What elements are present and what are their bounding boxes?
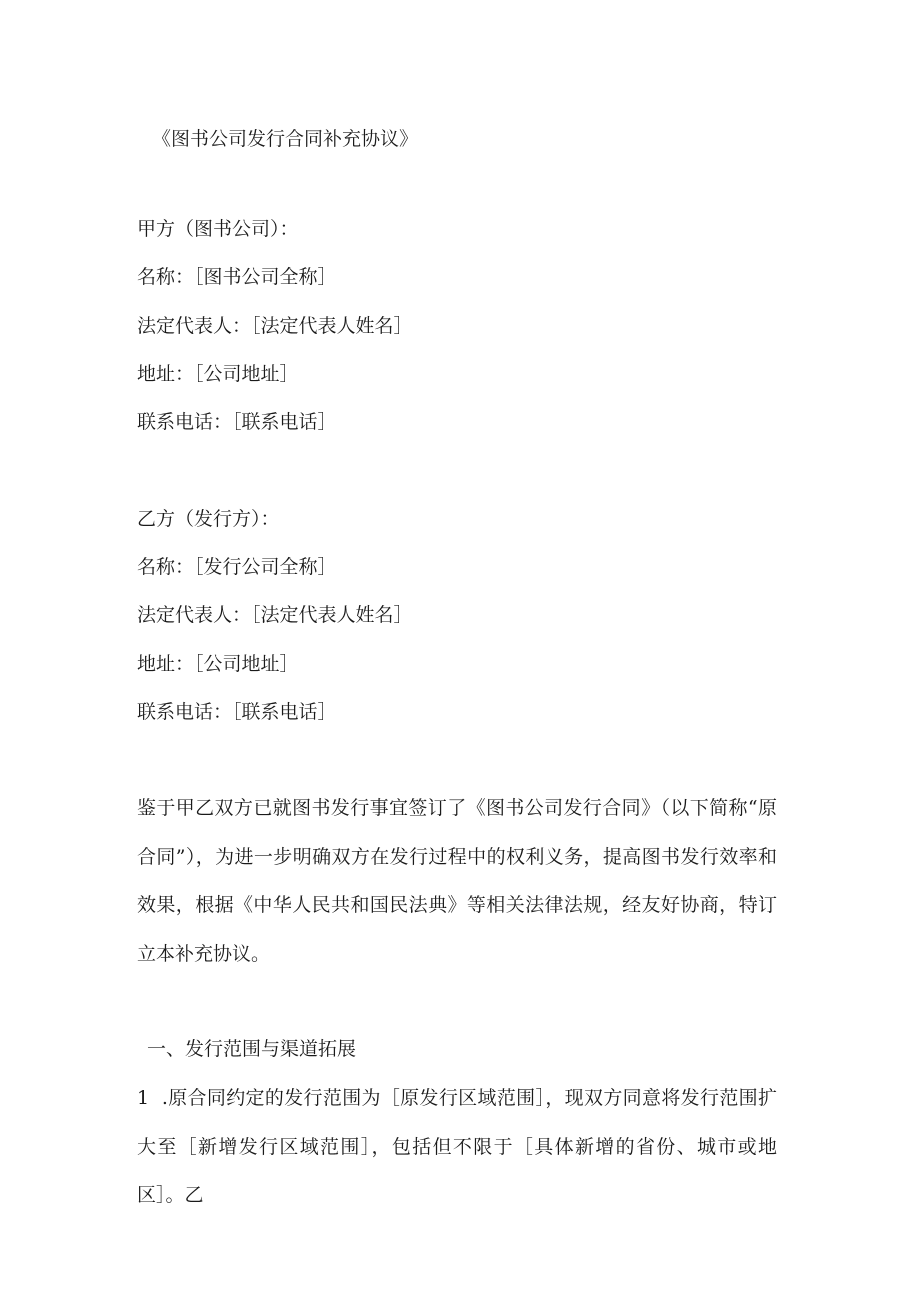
preamble-paragraph: 鉴于甲乙双方已就图书发行事宜签订了《图书公司发行合同》（以下简称“原合同”），为进一步明确双方在发行过程中的权利义务，提高图书发行效率和效果，根据《中华人民共和国民法典》等相关法律法规，经友好协商，特订立本补充协议。 [137,797,777,965]
party-a-address: 地址：［公司地址］ [137,363,299,385]
party-a-legal-rep: 法定代表人：［法定代表人姓名］ [137,315,413,337]
section-1-clause-1: 1 .原合同约定的发行范围为［原发行区域范围］，现双方同意将发行范围扩大至［新增发行区域范围］，包括但不限于［具体新增的省份、城市或地区］。乙 [137,1087,777,1206]
document-title: 《图书公司发行合同补充协议》 [152,128,419,150]
section-1-heading: 一、发行范围与渠道拓展 [147,1038,357,1060]
party-b-heading: 乙方（发行方）： [137,508,280,530]
party-a-phone: 联系电话：［联系电话］ [137,411,337,433]
party-b-address: 地址：［公司地址］ [137,653,299,675]
party-b-legal-rep: 法定代表人：［法定代表人姓名］ [137,604,413,626]
party-a-heading: 甲方（图书公司）： [137,218,299,240]
party-b-name: 名称：［发行公司全称］ [137,556,337,578]
party-b-phone: 联系电话：［联系电话］ [137,701,337,723]
party-a-name: 名称：［图书公司全称］ [137,266,337,288]
